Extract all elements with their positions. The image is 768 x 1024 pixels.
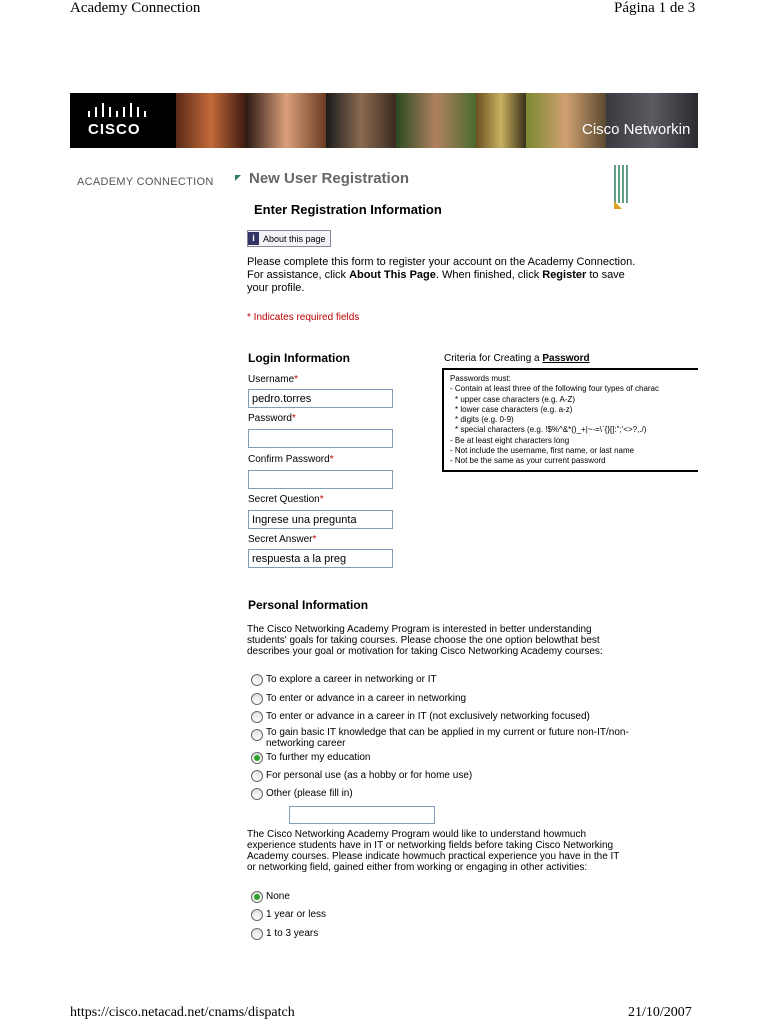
radio-button[interactable] bbox=[251, 928, 263, 940]
goal-option-networking[interactable]: To enter or advance in a career in networking bbox=[251, 693, 466, 705]
goal-option-other[interactable]: Other (please fill in) bbox=[251, 788, 353, 800]
password-input[interactable] bbox=[248, 429, 393, 448]
criteria-line: * digits (e.g. 0-9) bbox=[455, 415, 514, 425]
cisco-logo[interactable] bbox=[70, 93, 176, 148]
criteria-line: - Not include the username, first name, or last name bbox=[450, 446, 635, 456]
about-this-page-label: About this page bbox=[263, 233, 326, 244]
password-label: Password* bbox=[248, 413, 296, 424]
title-marker-icon bbox=[235, 175, 241, 181]
register-link-text: Register bbox=[542, 269, 587, 281]
radio-button[interactable] bbox=[251, 674, 263, 686]
criteria-line: * special characters (e.g. !$%^&*()_+|~-=\`{}[]:";'<>?,./) bbox=[455, 425, 647, 435]
academy-stripes-icon bbox=[612, 165, 632, 210]
cisco-logo-text: CISCO bbox=[88, 121, 141, 138]
confirm-password-input[interactable] bbox=[248, 470, 393, 489]
criteria-line: Passwords must: bbox=[450, 374, 511, 383]
goal-option-basic-it[interactable]: To gain basic IT knowledge that can be applied in my current or future non-IT/non-networking career bbox=[251, 727, 631, 749]
username-label: Username* bbox=[248, 374, 299, 385]
required-fields-note: * Indicates required fields bbox=[247, 312, 360, 323]
about-link-text: About This Page bbox=[349, 269, 436, 281]
criteria-line: * upper case characters (e.g. A-Z) bbox=[455, 394, 576, 404]
intro-text: Please complete this form to register your account on the Academy Connection. For assistance, click About This Page. When finished, click Register to save your profile. bbox=[247, 256, 636, 294]
print-header-title: Academy Connection bbox=[70, 0, 201, 16]
criteria-line: - Be at least eight characters long bbox=[450, 435, 570, 445]
experience-option-1-year[interactable]: 1 year or less bbox=[251, 909, 326, 921]
goal-description: The Cisco Networking Academy Program is interested in better understanding students' goals for taking courses. Please choose the one option belowthat best describes your goal or motivation for taking Cisco Networking Academy courses: bbox=[247, 624, 603, 657]
radio-button-selected[interactable] bbox=[251, 891, 263, 903]
radio-button-selected[interactable] bbox=[251, 752, 263, 764]
secret-question-label: Secret Question* bbox=[248, 494, 324, 505]
info-icon: i bbox=[248, 232, 259, 245]
footer-url: https://cisco.netacad.net/cnams/dispatch bbox=[70, 1005, 295, 1020]
criteria-line: - Not be the same as your current password bbox=[450, 456, 606, 466]
goal-option-personal[interactable]: For personal use (as a hobby or for home use) bbox=[251, 770, 472, 782]
about-this-page-button[interactable] bbox=[247, 230, 331, 247]
secret-question-input[interactable]: Ingrese una pregunta bbox=[248, 510, 393, 529]
secret-answer-label: Secret Answer* bbox=[248, 534, 317, 545]
print-header-page: Página 1 de 3 bbox=[614, 0, 696, 16]
side-nav-academy-connection[interactable]: ACADEMY CONNECTION bbox=[77, 176, 214, 188]
goal-option-it[interactable]: To enter or advance in a career in IT (not exclusively networking focused) bbox=[251, 711, 590, 723]
radio-button[interactable] bbox=[251, 729, 263, 741]
goal-option-education[interactable]: To further my education bbox=[251, 752, 371, 764]
radio-button[interactable] bbox=[251, 711, 263, 723]
password-criteria-box bbox=[442, 368, 698, 472]
site-banner bbox=[70, 93, 698, 148]
radio-button[interactable] bbox=[251, 788, 263, 800]
other-goal-input[interactable] bbox=[289, 806, 435, 824]
radio-button[interactable] bbox=[251, 770, 263, 782]
section-heading: Enter Registration Information bbox=[254, 202, 442, 217]
radio-button[interactable] bbox=[251, 909, 263, 921]
username-input[interactable]: pedro.torres bbox=[248, 389, 393, 408]
secret-answer-input[interactable]: respuesta a la preg bbox=[248, 549, 393, 568]
cisco-bridge-icon bbox=[87, 101, 157, 121]
criteria-line: * lower case characters (e.g. a-z) bbox=[455, 404, 573, 414]
login-heading: Login Information bbox=[248, 351, 350, 365]
experience-option-1-3-years[interactable]: 1 to 3 years bbox=[251, 928, 318, 940]
confirm-password-label: Confirm Password* bbox=[248, 454, 334, 465]
experience-option-none[interactable]: None bbox=[251, 891, 290, 903]
personal-heading: Personal Information bbox=[248, 598, 369, 612]
page-title: New User Registration bbox=[249, 170, 410, 187]
radio-button[interactable] bbox=[251, 693, 263, 705]
footer-date: 21/10/2007 bbox=[628, 1005, 692, 1020]
criteria-line: - Contain at least three of the following four types of charac bbox=[450, 384, 660, 394]
experience-description: The Cisco Networking Academy Program would like to understand howmuch experience students have in IT or networking fields before taking Cisco Networking Academy courses. Please indicate howmuch practical experience you have in the IT or networking field, gained either from working or engaging in other activities: bbox=[247, 829, 620, 873]
password-criteria-title: Criteria for Creating a Password bbox=[444, 353, 590, 364]
banner-network-text: Cisco Networkin bbox=[582, 121, 691, 138]
goal-option-explore[interactable]: To explore a career in networking or IT bbox=[251, 674, 437, 686]
